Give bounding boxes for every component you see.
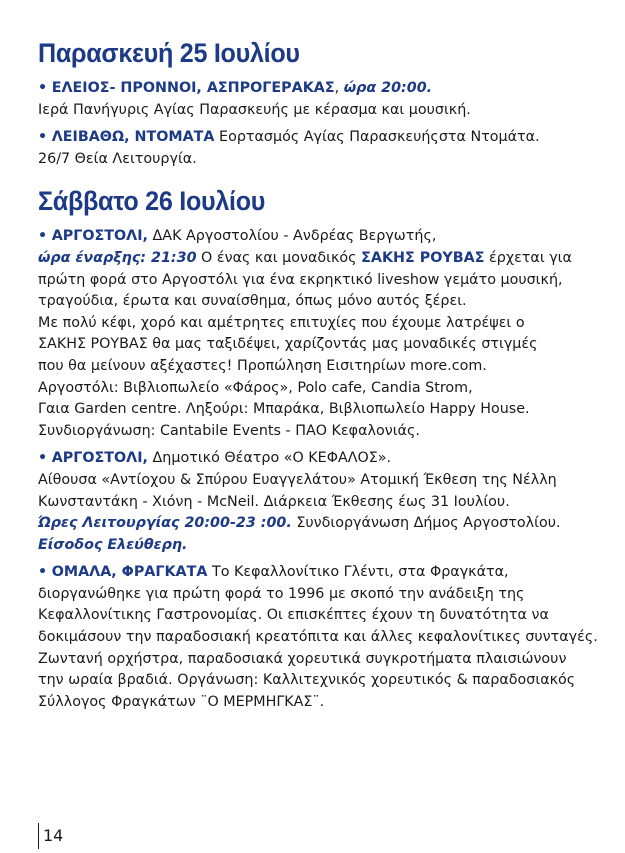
page-number: 14 — [38, 823, 63, 849]
bullet: • — [38, 564, 48, 581]
text-line: Αίθουσα «Αντίοχου & Σπύρου Ευαγγελάτου» Ατομική Έκθεση της Νέλλη — [38, 471, 557, 488]
text: έρχεται για — [484, 249, 572, 266]
text-line: Με πολύ κέφι, χορό και αμέτρητες επιτυχίες που έχουμε λατρέψει ο — [38, 314, 525, 331]
text-line: διοργανώθηκε για πρώτη φορά το 1996 με σκοπό την ανάδειξη της — [38, 585, 525, 602]
opening-hours: Ώρες Λειτουργίας 20:00-23 :00. — [38, 515, 292, 532]
event-description: Εορτασμός Αγίας Παρασκευήςστα Ντομάτα. — [214, 129, 540, 146]
heading-friday: Παρασκευή 25 Ιουλίου — [38, 38, 300, 68]
event-omala-fragkata — [38, 562, 610, 713]
event-place: ΛΕΙΒΑΘΩ, ΝΤΟΜΑΤΑ — [51, 129, 215, 146]
event-eleios — [38, 78, 610, 121]
text: Ο ένας και μοναδικός — [196, 249, 362, 266]
separator: , — [334, 80, 344, 96]
event-place: ΕΛΕΙΟΣ- ΠΡΟΝΝΟΙ, ΑΣΠΡΟΓΕΡΑΚΑΣ — [51, 80, 335, 96]
text-line: πρώτη φορά στο Αργοστόλι για ένα εκρηκτικό liveshow γεμάτο μουσική, — [38, 271, 563, 288]
bullet: • — [38, 129, 48, 146]
event-line — [38, 562, 610, 584]
text-line: Κωνσταντάκη - Χιόνη - McNeil. Διάρκεια Έκθεσης έως 31 Ιουλίου. — [38, 493, 510, 510]
text-line: Κεφαλλονίτικης Γαστρονομίας. Οι επισκέπτες έχουν τη δυνατότητα να — [38, 607, 549, 624]
text-line: Ζωντανή ορχήστρα, παραδοσιακά χορευτικά συγκροτήματα πλαισιώνουν — [38, 650, 567, 667]
event-argostoli-exhibition — [38, 448, 610, 556]
event-description-2: 26/7 Θεία Λειτουργία. — [38, 150, 197, 167]
bullet: • — [38, 228, 48, 245]
text-line: Συνδιοργάνωση: Cantabile Events - ΠΑΟ Κεφαλονιάς. — [38, 422, 420, 439]
event-start-time: ώρα έναρξης: 21:30 — [38, 249, 197, 266]
text-line: Αργοστόλι: Βιβλιοπωλείο «Φάρος», Polo cafe, Candia Strom, — [38, 379, 473, 396]
text-line: τραγούδια, έρωτα και συναίσθημα, όπως μόνο αυτός ξέρει. — [38, 293, 467, 310]
event-argostoli-rouvas — [38, 226, 610, 442]
text-line: ΣΑΚΗΣ ΡΟΥΒΑΣ θα μας ταξιδέψει, χαρίζοντάς μας μοναδικές στιγμές — [38, 336, 538, 353]
bullet: • — [38, 450, 48, 467]
text: Συνδιοργάνωση Δήμος Αργοστολίου. — [291, 515, 561, 532]
event-venue: Δημοτικό Θέατρο «Ο ΚΕΦΑΛΟΣ». — [147, 450, 392, 467]
event-description: Ιερά Πανήγυρις Αγίας Παρασκευής με κέρασμα και μουσική. — [38, 101, 471, 118]
event-line — [38, 513, 610, 535]
heading-saturday: Σάββατο 26 Ιουλίου — [38, 186, 266, 217]
bullet: • — [38, 80, 48, 96]
page-content — [38, 36, 610, 713]
event-leivatho — [38, 127, 610, 170]
event-line — [38, 448, 610, 470]
event-venue: ΔΑΚ Αργοστολίου - Ανδρέας Βεργωτής, — [147, 228, 437, 245]
event-place: ΑΡΓΟΣΤΟΛΙ, — [51, 450, 148, 467]
text-line: Σύλλογος Φραγκάτων ¨Ο ΜΕΡΜΗΓΚΑΣ¨. — [38, 693, 325, 710]
text-line: δοκιμάσουν την παραδοσιακή κρεατόπιτα και άλλες κεφαλονίτικες συνταγές. — [38, 629, 598, 646]
event-time: ώρα 20:00. — [343, 80, 433, 96]
event-line — [38, 127, 610, 149]
artist-name: ΣΑΚΗΣ ΡΟΥΒΑΣ — [361, 249, 485, 266]
event-line — [38, 226, 610, 248]
event-place: ΟΜΑΛΑ, ΦΡΑΓΚΑΤΑ — [51, 564, 208, 581]
event-line — [38, 78, 610, 100]
text-line: Γαια Garden centre. Ληξούρι: Μπαράκα, Βιβλιοπωλείο Happy House. — [38, 401, 530, 418]
event-place: ΑΡΓΟΣΤΟΛΙ, — [51, 228, 148, 245]
text: Το Κεφαλλονίτικο Γλέντι, στα Φραγκάτα, — [207, 564, 509, 581]
free-entry: Είσοδος Ελεύθερη. — [38, 536, 188, 553]
event-line — [38, 248, 610, 270]
text-line: την ωραία βραδιά. Οργάνωση: Καλλιτεχνικός χορευτικός & παραδοσιακός — [38, 672, 576, 689]
text-line: που θα μείνουν αξέχαστες! Προπώληση Εισιτηρίων more.com. — [38, 357, 487, 374]
